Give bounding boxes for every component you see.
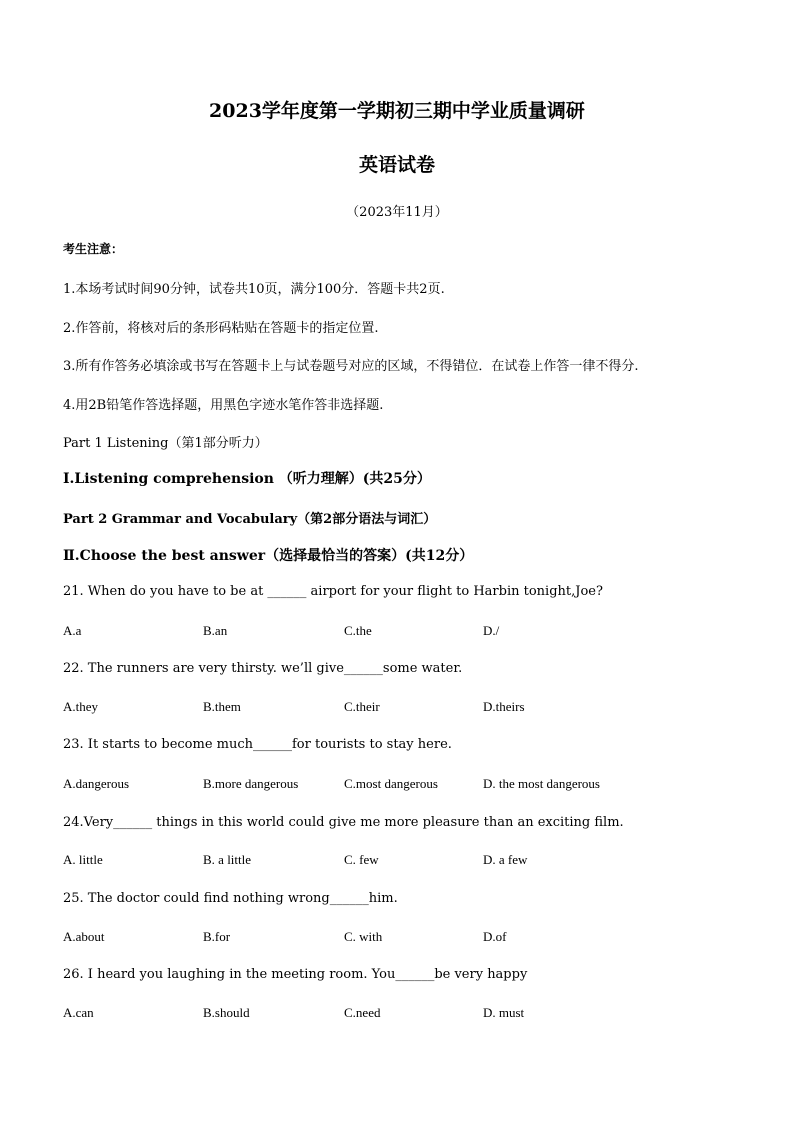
option-d: D.theirs [483,699,525,714]
notice-heading: 考生注意： [63,242,124,256]
option-c: C.their [344,699,380,714]
option-d: D. the most dangerous [483,776,600,791]
option-b: B. a little [203,852,252,867]
option-d: D.of [483,929,507,944]
notice-item: 2.作答前，将核对后的条形码粘贴在答题卡的指定位置. [63,321,379,336]
question-22: 22. The runners are very thirsty. we’ll give______some water. [63,661,463,676]
option-b: B.them [203,699,241,714]
question-22-options [63,699,763,717]
question-23-options [63,776,763,794]
option-c: C. few [344,852,379,867]
option-c: C.need [344,1005,381,1020]
question-24-options [63,852,763,870]
option-a: A. little [63,852,103,867]
option-c: C.the [344,623,372,638]
option-d: D. a few [483,852,528,867]
option-c: C.most dangerous [344,776,438,791]
option-a: A.about [63,929,105,944]
question-24: 24.Very______ things in this world could give me more pleasure than an exciting film. [63,815,624,830]
question-25-options [63,929,763,947]
option-d: D. must [483,1005,525,1020]
notice-item: 1.本场考试时间90分钟，试卷共10页，满分100分．答题卡共2页. [63,282,445,297]
option-b: B.for [203,929,231,944]
question-25: 25. The doctor could find nothing wrong______him. [63,891,398,906]
notice-item: 3.所有作答务必填涂或书写在答题卡上与试卷题号对应的区域，不得错位．在试卷上作答一律不得分. [63,359,639,374]
question-26: 26. I heard you laughing in the meeting room. You______be very happy [63,967,528,982]
question-21: 21. When do you have to be at ______ airport for your flight to Harbin tonight,Joe? [63,584,603,599]
part2-label: Part 2 Grammar and Vocabulary（第2部分语法与词汇） [63,512,437,527]
option-b: B.should [203,1005,250,1020]
exam-subtitle: 英语试卷 [358,154,435,176]
section2-heading: Ⅱ.Choose the best answer（选择最恰当的答案）(共12分） [63,548,474,564]
question-26-options [63,1005,763,1023]
exam-date: （2023年11月） [346,205,448,220]
option-a: A.they [63,699,99,714]
section1-heading: Ⅰ.Listening comprehension （听力理解）(共25分） [63,471,431,487]
option-a: A.can [63,1005,94,1020]
option-b: B.an [203,623,228,638]
option-a: A.a [63,623,82,638]
question-23: 23. It starts to become much______for tourists to stay here. [63,737,452,752]
option-d: D./ [483,623,500,638]
option-a: A.dangerous [63,776,130,791]
notice-item: 4.用2B铅笔作答选择题，用黑色字迹水笔作答非选择题. [63,398,384,413]
exam-title: 2023学年度第一学期初三期中学业质量调研 [209,100,585,122]
question-21-options [63,623,763,641]
option-c: C. with [344,929,383,944]
part1-label: Part 1 Listening（第1部分听力） [63,436,268,451]
option-b: B.more dangerous [203,776,299,791]
